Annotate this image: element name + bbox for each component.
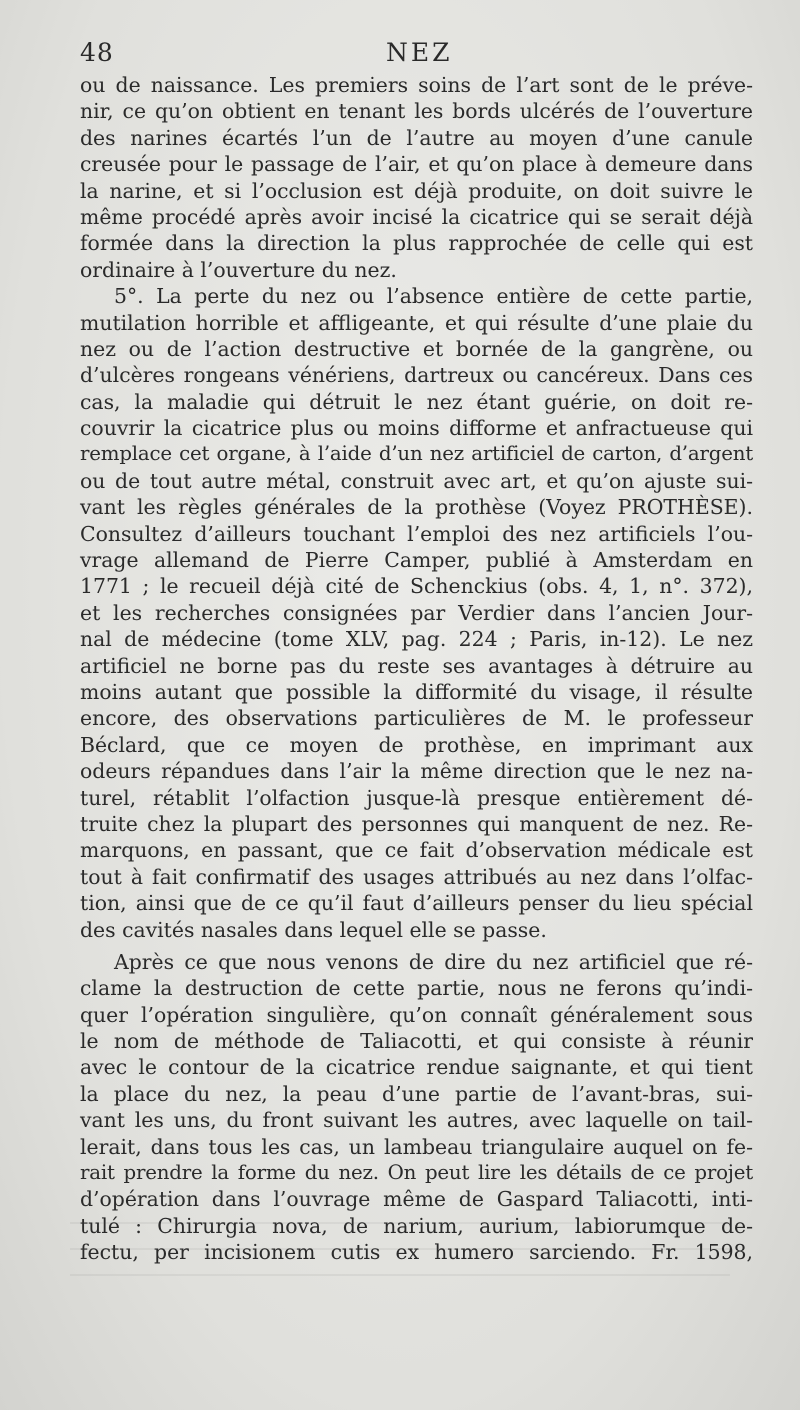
text-line: Béclard, que ce moyen de prothèse, en imprimant aux bbox=[80, 732, 753, 757]
text-line: odeurs répandues dans l’air la même direction que le nez na- bbox=[80, 759, 753, 784]
text-line: nir, ce qu’on obtient en tenant les bords ulcérés de l’ouverture bbox=[80, 99, 753, 124]
text-line: vant les règles générales de la prothèse (Voyez PROTHÈSE). bbox=[80, 495, 753, 520]
text-line: et les recherches consignées par Verdier dans l’ancien Jour- bbox=[80, 600, 753, 625]
text-line: 1771 ; le recueil déjà cité de Schenckius (obs. 4, 1, n°. 372), bbox=[80, 574, 753, 599]
text-line: Après ce que nous venons de dire du nez artificiel que ré- bbox=[114, 949, 753, 974]
text-line: formée dans la direction la plus rapprochée de celle qui est bbox=[80, 231, 753, 256]
text-line: remplace cet organe, à l’aide d’un nez artificiel de carton, d’argent bbox=[80, 442, 753, 466]
text-line: tout à fait confirmatif des usages attribués au nez dans l’olfac- bbox=[80, 864, 753, 889]
page-body bbox=[80, 72, 753, 1266]
bleed-through-shadow bbox=[70, 1222, 730, 1282]
text-line: truite chez la plupart des personnes qui manquent de nez. Re- bbox=[80, 811, 753, 836]
text-line: fectu, per incisionem cutis ex humero sarciendo. Fr. 1598, bbox=[80, 1240, 753, 1265]
text-line: 5°. La perte du nez ou l’absence entière de cette partie, bbox=[114, 284, 753, 309]
text-line: clame la destruction de cette partie, nous ne ferons qu’indi- bbox=[80, 976, 753, 1001]
text-line: marquons, en passant, que ce fait d’observation médicale est bbox=[80, 838, 753, 863]
text-line: même procédé après avoir incisé la cicatrice qui se serait déjà bbox=[80, 204, 753, 229]
text-line: quer l’opération singulière, qu’on connaît généralement sous bbox=[80, 1002, 753, 1027]
text-line: ordinaire à l’ouverture du nez. bbox=[80, 257, 397, 282]
text-line: la narine, et si l’occlusion est déjà produite, on doit suivre le bbox=[80, 178, 753, 203]
text-line: Consultez d’ailleurs touchant l’emploi des nez artificiels l’ou- bbox=[80, 521, 753, 546]
page-number: 48 bbox=[80, 38, 114, 67]
text-line: ou de naissance. Les premiers soins de l’art sont de le préve- bbox=[80, 73, 753, 97]
text-line: turel, rétablit l’olfaction jusque-là presque entièrement dé- bbox=[80, 785, 753, 810]
text-line: vrage allemand de Pierre Camper, publié à Amsterdam en bbox=[80, 548, 753, 573]
text-line: creusée pour le passage de l’air, et qu’on place à demeure dans bbox=[80, 152, 753, 177]
text-line: des cavités nasales dans lequel elle se passe. bbox=[80, 917, 547, 942]
text-line: vant les uns, du front suivant les autres, avec laquelle on tail- bbox=[80, 1108, 753, 1133]
text-line: des narines écartés l’un de l’autre au moyen d’une canule bbox=[80, 125, 753, 150]
paragraph-2 bbox=[80, 283, 753, 943]
text-line: d’opération dans l’ouvrage même de Gaspard Taliacotti, inti- bbox=[80, 1187, 753, 1212]
text-line: artificiel ne borne pas du reste ses avantages à détruire au bbox=[80, 653, 753, 678]
text-line: encore, des observations particulières de M. le professeur bbox=[80, 706, 753, 731]
text-line: cas, la maladie qui détruit le nez étant guérie, on doit re- bbox=[80, 389, 753, 414]
text-line: rait prendre la forme du nez. On peut lire les détails de ce projet bbox=[80, 1161, 753, 1185]
paragraph-1 bbox=[80, 72, 753, 283]
text-line: lerait, dans tous les cas, un lambeau triangulaire auquel on fe- bbox=[80, 1134, 753, 1159]
text-line: ou de tout autre métal, construit avec art, et qu’on ajuste sui- bbox=[80, 468, 753, 493]
text-line: nez ou de l’action destructive et bornée de la gangrène, ou bbox=[80, 336, 753, 361]
running-head: NEZ bbox=[386, 38, 453, 67]
text-line: moins autant que possible la difformité du visage, il résulte bbox=[80, 679, 753, 704]
page-header bbox=[80, 38, 760, 72]
text-line: le nom de méthode de Taliacotti, et qui consiste à réunir bbox=[80, 1029, 753, 1054]
text-line: nal de médecine (tome XLV, pag. 224 ; Paris, in-12). Le nez bbox=[80, 627, 753, 652]
text-line: couvrir la cicatrice plus ou moins difforme et anfractueuse qui bbox=[80, 416, 753, 441]
paragraph-3 bbox=[80, 949, 753, 1266]
text-line: tulé : Chirurgia nova, de narium, aurium, labiorumque de- bbox=[80, 1213, 753, 1238]
text-line: tion, ainsi que de ce qu’il faut d’ailleurs penser du lieu spécial bbox=[80, 891, 753, 916]
text-line: avec le contour de la cicatrice rendue saignante, et qui tient bbox=[80, 1055, 753, 1080]
text-line: mutilation horrible et affligeante, et qui résulte d’une plaie du bbox=[80, 310, 753, 335]
text-line: d’ulcères rongeans vénériens, dartreux ou cancéreux. Dans ces bbox=[80, 363, 753, 388]
text-line: la place du nez, la peau d’une partie de l’avant-bras, sui- bbox=[80, 1081, 753, 1106]
